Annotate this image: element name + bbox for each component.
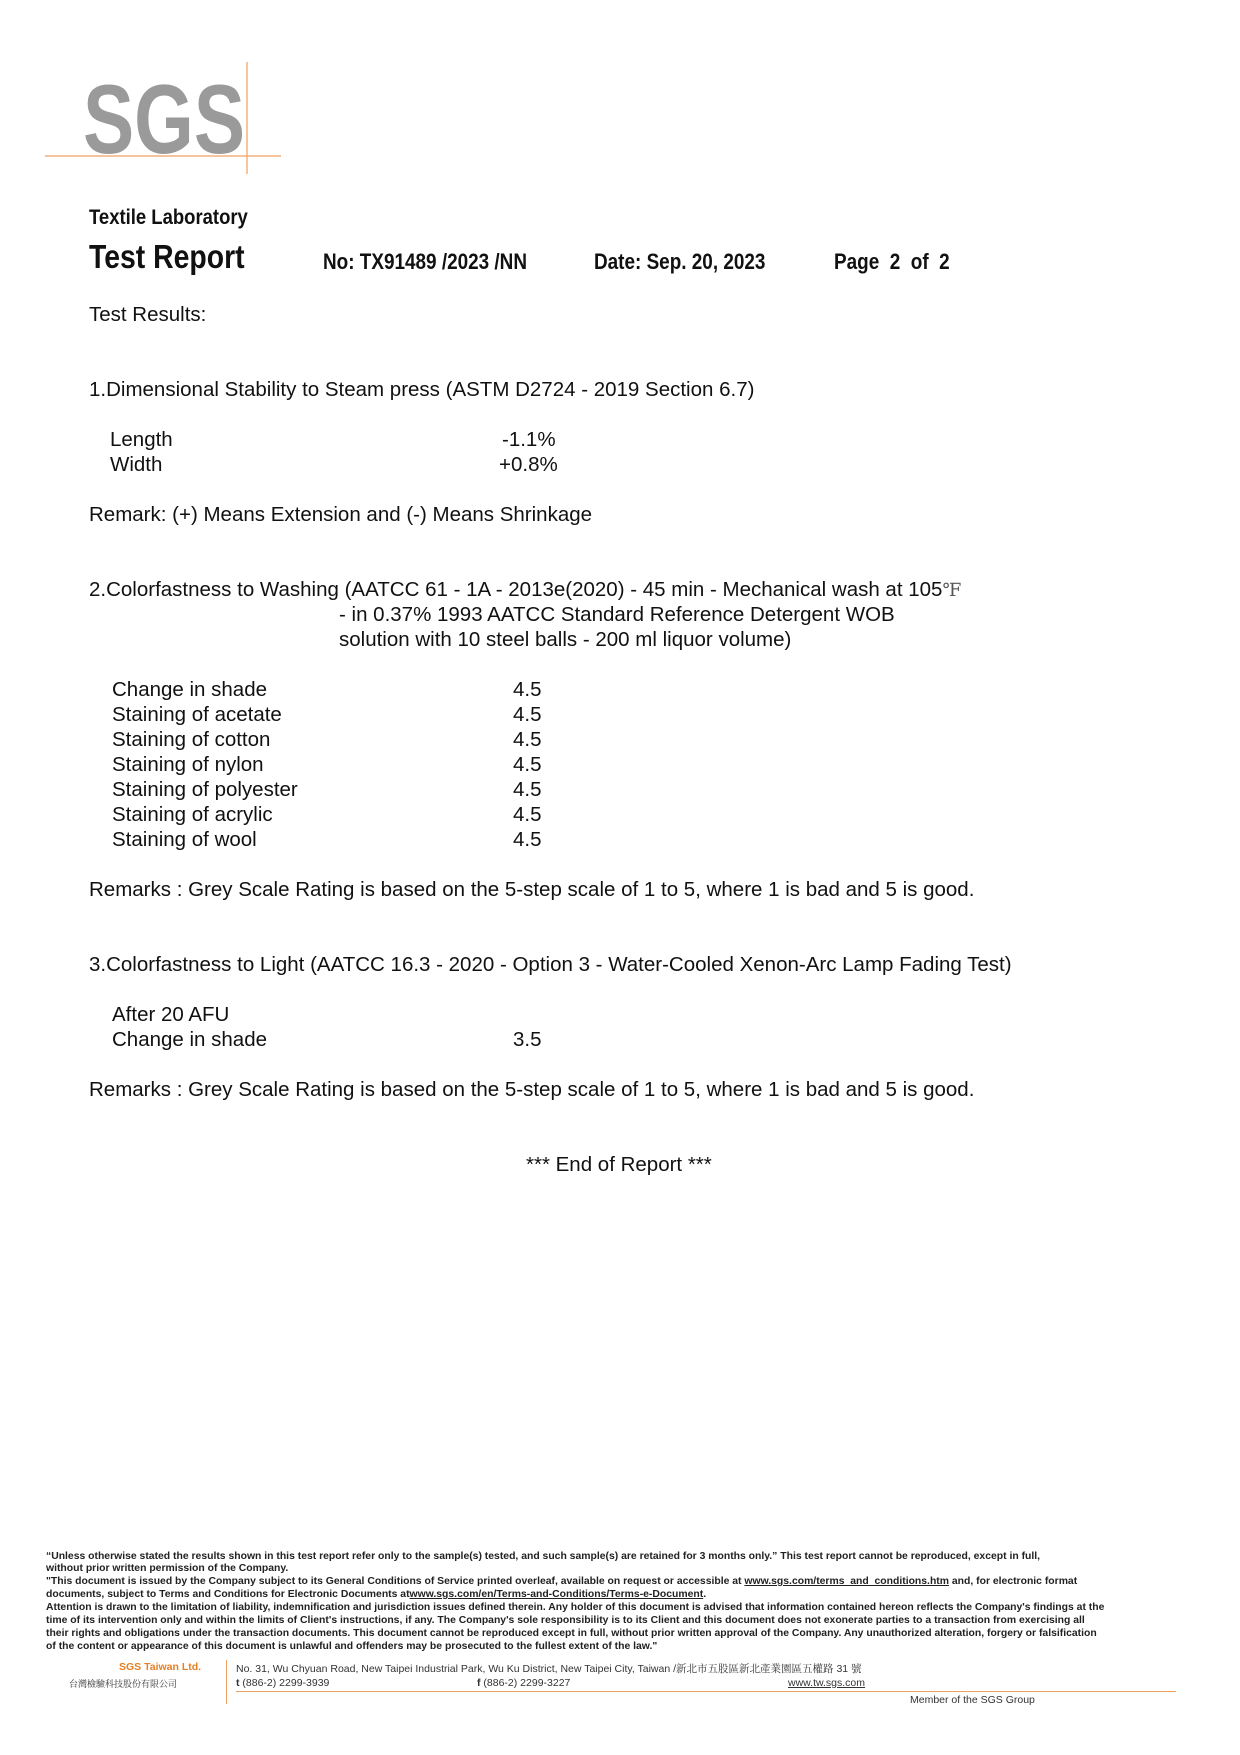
member-note: Member of the SGS Group <box>910 1694 1035 1706</box>
footer-rule <box>236 1691 1176 1692</box>
table-row-label: Staining of polyester <box>112 778 298 801</box>
fax-label: f <box>477 1677 481 1689</box>
disclaimer-text: and, for electronic format <box>949 1576 1078 1587</box>
section2-remark: Remarks : Grey Scale Rating is based on the 5-step scale of 1 to 5, where 1 is bad and 5 is good. <box>89 878 975 901</box>
table-row-label: Staining of nylon <box>112 753 264 776</box>
section3-remark: Remarks : Grey Scale Rating is based on the 5-step scale of 1 to 5, where 1 is bad and 5 is good. <box>89 1078 975 1101</box>
website-link[interactable]: www.tw.sgs.com <box>788 1677 866 1689</box>
disclaimer-text: documents, subject to Terms and Conditions for Electronic Documents at <box>46 1589 410 1600</box>
table-row-value: 3.5 <box>513 1028 542 1051</box>
phone-number: (886-2) 2299-3939 <box>242 1677 330 1689</box>
report-date: Date: Sep. 20, 2023 <box>594 249 766 274</box>
footer-divider <box>226 1660 227 1704</box>
section1-title: 1.Dimensional Stability to Steam press (ASTM D2724 - 2019 Section 6.7) <box>89 378 755 401</box>
table-row-label: Staining of cotton <box>112 728 271 751</box>
table-row-label: Staining of acrylic <box>112 803 273 826</box>
disclaimer-line <box>46 1589 706 1600</box>
section2-title-line3: solution with 10 steel balls - 200 ml liquor volume) <box>339 628 792 651</box>
logo-text: SGS <box>83 64 245 174</box>
results-heading: Test Results: <box>89 303 207 326</box>
table-row-value: 4.5 <box>513 778 542 801</box>
section1-length-value: -1.1% <box>502 428 556 451</box>
table-row-label: Change in shade <box>112 1028 268 1051</box>
table-row-value: 4.5 <box>513 803 542 826</box>
table-row-label: Change in shade <box>112 678 268 701</box>
disclaimer-line: without prior written permission of the Company. <box>46 1563 289 1574</box>
table-row-value: 4.5 <box>513 678 542 701</box>
disclaimer-text: "This document is issued by the Company subject to its General Conditions of Service printed overleaf, available on request or accessible at <box>46 1576 745 1587</box>
disclaimer-text: . <box>703 1589 707 1600</box>
section1-length-label: Length <box>110 428 173 451</box>
company-address: No. 31, Wu Chyuan Road, New Taipei Industrial Park, Wu Ku District, New Taipei City, Taiwan /新北市五股區新北產業園區五權路 31 號 <box>236 1663 862 1675</box>
table-row-label: Staining of wool <box>112 828 257 851</box>
section2-title-line2: - in 0.37% 1993 AATCC Standard Reference Detergent WOB <box>339 603 895 626</box>
section1-width-label: Width <box>110 453 163 476</box>
fax <box>477 1677 570 1689</box>
section2-title-text: 2.Colorfastness to Washing (AATCC 61 - 1A - 2013e(2020) - 45 min - Mechanical wash at 105 <box>89 578 943 601</box>
page-indicator: Page 2 of 2 <box>834 249 950 274</box>
disclaimer-line: time of its intervention only and within the limits of Client's instructions, if any. The Company's sole responsibility is to its Client and this document does not exonerate parties to a transaction from exercising all <box>46 1615 1085 1626</box>
disclaimer-line: their rights and obligations under the transaction documents. This document cannot be reproduced except in full, without prior written approval of the Company. Any unauthorized alteration, forgery or falsification <box>46 1628 1097 1639</box>
sgs-logo-graphic <box>45 62 281 174</box>
table-row-value: 4.5 <box>513 828 542 851</box>
table-row-value: 4.5 <box>513 728 542 751</box>
company-local-name: 台灣檢驗科技股份有限公司 <box>69 1679 178 1689</box>
phone <box>236 1677 329 1689</box>
report-title: Test Report <box>89 238 245 275</box>
table-row-value: 4.5 <box>513 753 542 776</box>
fax-number: (886-2) 2299-3227 <box>483 1677 571 1689</box>
sgs-logo <box>45 62 281 174</box>
section3-subheading: After 20 AFU <box>112 1003 230 1026</box>
disclaimer-line: “Unless otherwise stated the results shown in this test report refer only to the sample(s) tested, and such sample(s) are retained for 3 months only.” This test report cannot be reproduced, except in full, <box>46 1551 1041 1562</box>
lab-name: Textile Laboratory <box>89 206 248 229</box>
section1-remark: Remark: (+) Means Extension and (-) Means Shrinkage <box>89 503 593 526</box>
report-number: No: TX91489 /2023 /NN <box>323 249 528 274</box>
section1-width-value: +0.8% <box>499 453 558 476</box>
section3-title: 3.Colorfastness to Light (AATCC 16.3 - 2020 - Option 3 - Water-Cooled Xenon-Arc Lamp Fading Test) <box>89 953 1012 976</box>
disclaimer-line: Attention is drawn to the limitation of liability, indemnification and jurisdiction issues defined therein. Any holder of this document is advised that information contained hereon reflects the Company's findings at the <box>46 1602 1105 1613</box>
disclaimer-line: of the content or appearance of this document is unlawful and offenders may be prosecuted to the fullest extent of the law." <box>46 1641 658 1652</box>
end-of-report: *** End of Report *** <box>526 1153 712 1176</box>
table-row-label: Staining of acetate <box>112 703 282 726</box>
disclaimer-line <box>46 1576 1077 1587</box>
terms-link[interactable]: www.sgs.com/terms_and_conditions.htm <box>744 1576 949 1587</box>
table-row-value: 4.5 <box>513 703 542 726</box>
section2-title-line1 <box>89 578 961 602</box>
fahrenheit-unit: ℉ <box>942 580 962 601</box>
e-document-terms-link[interactable]: www.sgs.com/en/Terms-and-Conditions/Terms-e-Document <box>409 1589 704 1600</box>
company-name: SGS Taiwan Ltd. <box>119 1661 202 1673</box>
phone-label: t <box>236 1677 240 1689</box>
